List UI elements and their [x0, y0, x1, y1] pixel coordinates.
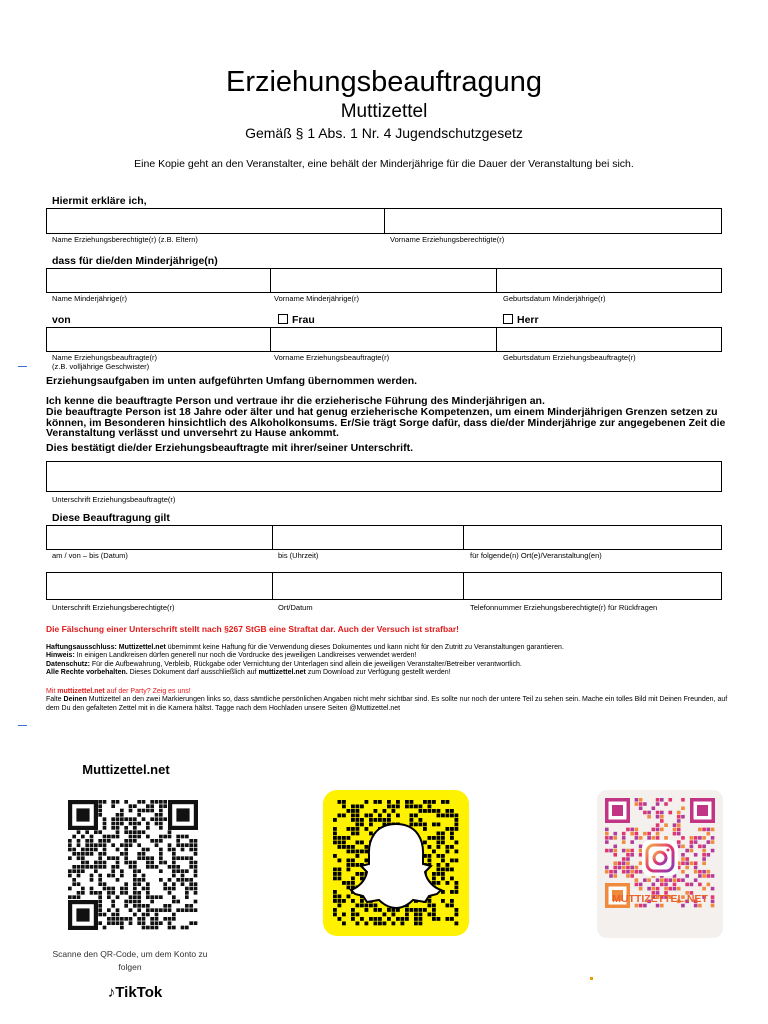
statement-line2: Ich kenne die beauftragte Person und vertraue ihr die erzieherische Führung des Minderjährigen an.: [46, 395, 545, 407]
place-date-field[interactable]: [272, 572, 464, 600]
delegate-birthdate-field[interactable]: [496, 327, 722, 352]
caption-guardian-firstname: Vorname Erziehungsberechtigte(r): [390, 235, 505, 244]
intro-text: Eine Kopie geht an den Veranstalter, eine behält der Minderjährige für die Dauer der Veranstaltung bei sich.: [134, 158, 634, 170]
statement-line4: Dies bestätigt die/der Erziehungsbeauftragte mit ihrer/seiner Unterschrift.: [46, 442, 414, 454]
statement-line3: Die beauftragte Person ist 18 Jahre oder älter und hat genug erzieherische Kompetenzen, um einem Minderjährigen Grenzen setzen zu können, im Besonderen hinsichtlich des Alkoholkonsums. Er/Sie trägt Sorge dafür, dass die/der Minderjährige zur angegebenen Zeit die Veranstaltung verlässt und unversehrt zu Hause ankommt.: [46, 406, 726, 439]
snapchat-qr-code[interactable]: [323, 790, 469, 936]
caption-date: am / von – bis (Datum): [52, 551, 128, 560]
disclaimer-liability: Haftungsausschluss: Muttizettel.net übernimmt keine Haftung für die Verwendung dieses Dokumentes und kann nicht für den Zutritt zu Veranstaltungen garantieren.: [46, 644, 564, 651]
caption-delegate-firstname: Vorname Erziehungsbeauftragte(r): [274, 353, 390, 362]
guardian-firstname-field[interactable]: [384, 208, 722, 234]
caption-venue: für folgende(n) Ort(e)/Veranstaltung(en): [470, 551, 602, 560]
section2-heading: dass für die/den Minderjährige(n): [52, 255, 218, 267]
minor-name-field[interactable]: [46, 268, 271, 293]
dot-marker: [590, 977, 593, 980]
forgery-warning: Die Fälschung einer Unterschrift stellt nach §267 StGB eine Straftat dar. Auch der Versuch ist strafbar!: [46, 624, 460, 634]
party-headline: Mit muttizettel.net auf der Party? Zeig es uns!: [46, 688, 191, 695]
disclaimer: [46, 644, 736, 677]
caption-delegate-signature: Unterschrift Erziehungsbeauftragte(r): [52, 495, 176, 504]
caption-time: bis (Uhrzeit): [278, 551, 319, 560]
page-subtitle: Muttizettel: [340, 101, 428, 122]
minor-birthdate-field[interactable]: [496, 268, 722, 293]
statement-line1: Erziehungsaufgaben im unten aufgeführten Umfang übernommen werden.: [46, 375, 418, 387]
herr-checkbox[interactable]: [503, 314, 513, 324]
caption-delegate-birthdate: Geburtsdatum Erziehungsbeauftragte(r): [503, 353, 636, 362]
guardian-signature-field[interactable]: [46, 572, 273, 600]
fold-mark-lower: [18, 725, 27, 726]
disclaimer-privacy: Datenschutz: Für die Aufbewahrung, Verbleib, Rückgabe oder Vernichtung der Unterlagen sind allein die jeweiligen Veranstalter/Betreiber verantwortlich.: [46, 660, 522, 668]
phone-field[interactable]: [463, 572, 722, 600]
tiktok-icon: ♪: [107, 984, 116, 1001]
date-field[interactable]: [46, 525, 273, 550]
caption-guardian-signature: Unterschrift Erziehungsberechtigte(r): [52, 603, 175, 612]
tiktok-title: Muttizettel.net: [82, 762, 170, 777]
frau-checkbox[interactable]: [278, 314, 288, 324]
caption-delegate-name-hint: (z.B. volljährige Geschwister): [52, 362, 150, 371]
caption-place-date: Ort/Datum: [278, 603, 313, 612]
party-section: [46, 688, 736, 713]
delegate-name-field[interactable]: [46, 327, 271, 352]
caption-minor-birthdate: Geburtsdatum Minderjährige(r): [503, 294, 606, 303]
minor-firstname-field[interactable]: [270, 268, 497, 293]
venue-field[interactable]: [463, 525, 722, 550]
instagram-label: MUTTIZETTEL.NET: [612, 893, 708, 905]
section1-heading: Hiermit erkläre ich,: [52, 195, 147, 207]
tiktok-logo: ♪TikTok: [107, 984, 163, 1001]
disclaimer-rights: Alle Rechte vorbehalten. Dieses Dokument darf ausschließlich auf muttizettel.net zum Download zur Verfügung gestellt werden!: [46, 668, 451, 676]
party-instructions: Falte Deinen Muttizettel an den zwei Markierungen links so, dass sämtliche persönlichen Angaben nicht mehr sichtbar sind. Es sollte nur noch der untere Teil zu sehen sein. Mache ein tolles Bild mit Deinen Freunden, auf dem Du den gefalteten Zettel mit in die Kamera hältst. Tagge nach dem Hochladen unsere Seiten @Muttizettel.net: [46, 696, 728, 712]
guardian-name-field[interactable]: [46, 208, 385, 234]
caption-minor-name: Name Minderjährige(r): [52, 294, 128, 303]
caption-phone: Telefonnummer Erziehungsberechtigte(r) für Rückfragen: [470, 603, 658, 612]
fold-mark-upper: [18, 366, 27, 367]
frau-option[interactable]: [278, 314, 315, 326]
validity-heading: Diese Beauftragung gilt: [52, 512, 170, 524]
page-title: Erziehungsbeauftragung: [225, 66, 542, 98]
delegate-firstname-field[interactable]: [270, 327, 497, 352]
caption-minor-firstname: Vorname Minderjährige(r): [274, 294, 360, 303]
caption-guardian-name: Name Erziehungsberechtigte(r) (z.B. Eltern): [52, 235, 198, 244]
section3-heading: von: [52, 314, 71, 326]
instagram-qr-code[interactable]: [597, 790, 723, 938]
tiktok-qr-code[interactable]: [58, 790, 208, 940]
herr-label: Herr: [517, 314, 539, 326]
disclaimer-note: Hinweis: In einigen Landkreisen dürfen generell nur noch die Vordrucke des jeweiligen Landkreises verwendet werden!: [46, 652, 417, 660]
legal-basis: Gemäß § 1 Abs. 1 Nr. 4 Jugendschutzgesetz: [245, 125, 523, 141]
frau-label: Frau: [292, 314, 315, 326]
tiktok-scan-hint: Scanne den QR-Code, um dem Konto zu folgen: [52, 949, 208, 972]
delegate-signature-field[interactable]: [46, 461, 722, 492]
caption-delegate-name: Name Erziehungsbeauftragte(r): [52, 353, 158, 362]
time-field[interactable]: [272, 525, 464, 550]
herr-option[interactable]: [503, 314, 539, 326]
